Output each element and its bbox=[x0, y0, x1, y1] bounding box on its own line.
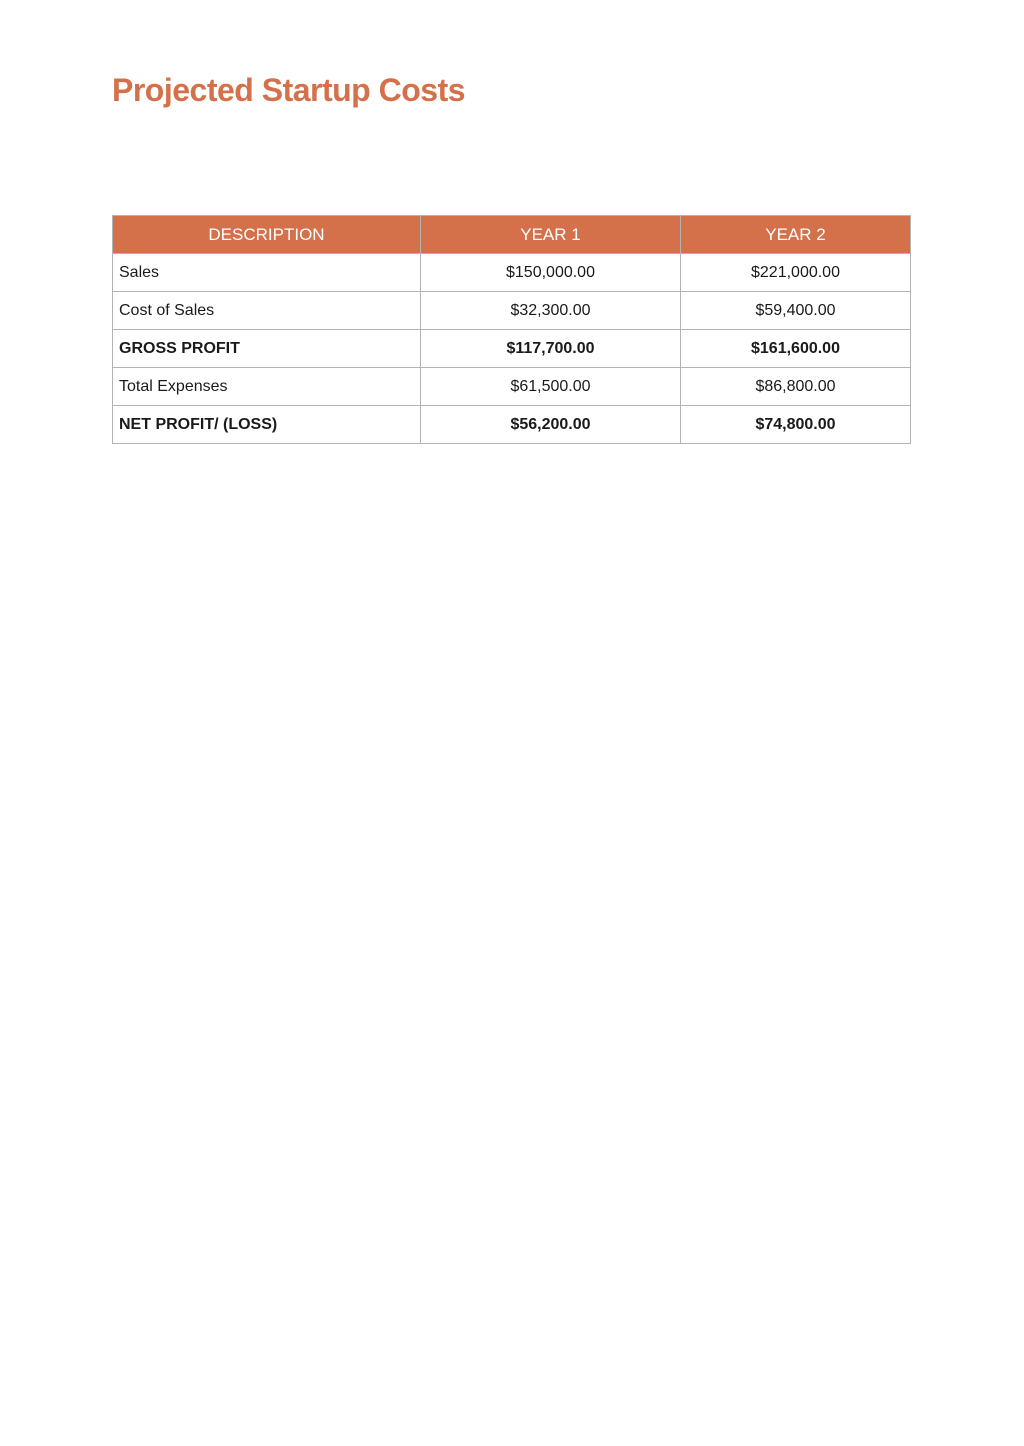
table-row bbox=[113, 254, 911, 292]
table-header-row bbox=[113, 216, 911, 254]
row-description: Cost of Sales bbox=[113, 292, 421, 330]
row-year-2-value: $74,800.00 bbox=[681, 406, 911, 444]
row-year-2-value: $86,800.00 bbox=[681, 368, 911, 406]
header-year-2: YEAR 2 bbox=[681, 216, 911, 254]
row-year-1-value: $117,700.00 bbox=[421, 330, 681, 368]
header-year-1: YEAR 1 bbox=[421, 216, 681, 254]
page-title: Projected Startup Costs bbox=[112, 72, 466, 108]
row-year-1-value: $56,200.00 bbox=[421, 406, 681, 444]
startup-costs-table bbox=[112, 215, 911, 444]
row-year-2-value: $221,000.00 bbox=[681, 254, 911, 292]
row-year-1-value: $32,300.00 bbox=[421, 292, 681, 330]
header-description: DESCRIPTION bbox=[113, 216, 421, 254]
row-year-2-value: $161,600.00 bbox=[681, 330, 911, 368]
row-description: NET PROFIT/ (LOSS) bbox=[113, 406, 421, 444]
table-row bbox=[113, 406, 911, 444]
table-row bbox=[113, 330, 911, 368]
row-description: Sales bbox=[113, 254, 421, 292]
row-year-1-value: $150,000.00 bbox=[421, 254, 681, 292]
table-row bbox=[113, 292, 911, 330]
row-description: Total Expenses bbox=[113, 368, 421, 406]
row-year-2-value: $59,400.00 bbox=[681, 292, 911, 330]
row-description: GROSS PROFIT bbox=[113, 330, 421, 368]
table-row bbox=[113, 368, 911, 406]
row-year-1-value: $61,500.00 bbox=[421, 368, 681, 406]
